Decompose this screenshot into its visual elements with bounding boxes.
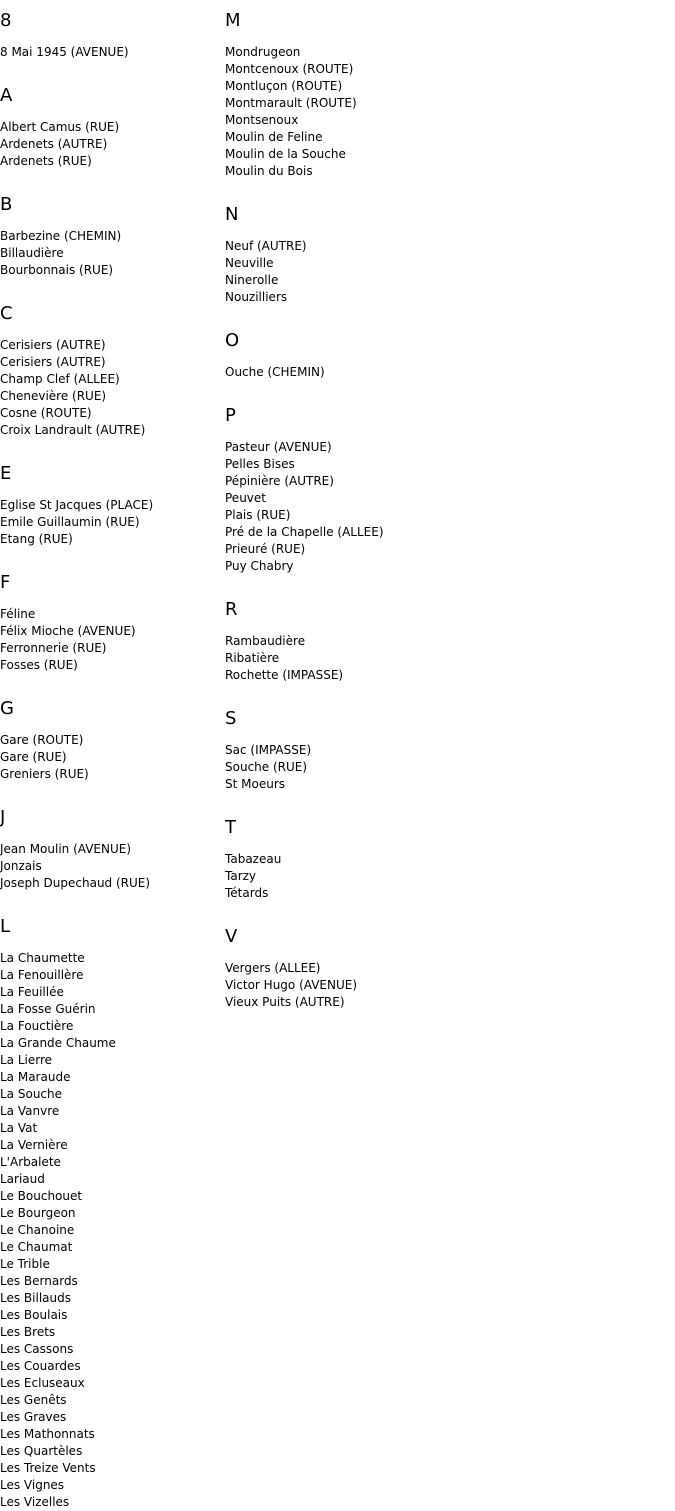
street-item: Ribatière [225, 651, 280, 665]
street-item: L'Arbalete [0, 1155, 61, 1169]
street-item: Vergers (ALLEE) [225, 961, 321, 975]
street-item: Eglise St Jacques (PLACE) [0, 498, 154, 512]
street-item: La Grande Chaume [0, 1036, 116, 1050]
street-item: Montmarault (ROUTE) [225, 96, 357, 110]
letter-group-c [0, 305, 225, 439]
street-item: Les Ecluseaux [0, 1376, 85, 1390]
street-item: Les Treize Vents [0, 1461, 96, 1475]
letter-group-8 [0, 12, 225, 61]
street-item: Cerisiers (AUTRE) [0, 355, 106, 369]
street-item: Les Quartèles [0, 1444, 83, 1458]
letter-heading: E [0, 463, 12, 484]
street-item: Les Billauds [0, 1291, 71, 1305]
street-item: St Moeurs [225, 777, 286, 791]
street-item: Neuville [225, 256, 274, 270]
letter-group-f [0, 574, 225, 674]
letter-group-l [0, 918, 225, 1511]
street-item: Prieuré (RUE) [225, 542, 306, 556]
street-item: Cosne (ROUTE) [0, 406, 92, 420]
street-list [0, 497, 225, 548]
letter-heading: M [225, 10, 241, 31]
letter-heading: O [225, 330, 240, 351]
street-item: Sac (IMPASSE) [225, 743, 312, 757]
street-item: Billaudière [0, 246, 64, 260]
letter-heading: A [0, 85, 13, 106]
letter-group-o [225, 332, 665, 381]
street-list [225, 44, 665, 180]
street-item: Montluçon (ROUTE) [225, 79, 343, 93]
street-item: Champ Clef (ALLEE) [0, 372, 120, 386]
street-item: La Souche [0, 1087, 63, 1101]
street-list [225, 851, 665, 902]
street-item: Lariaud [0, 1172, 45, 1186]
street-item: Moulin de la Souche [225, 147, 346, 161]
street-item: Féline [0, 607, 36, 621]
letter-heading: L [0, 916, 11, 937]
letter-group-s [225, 710, 665, 793]
street-item: Ardenets (AUTRE) [0, 137, 108, 151]
street-list [0, 732, 225, 783]
street-item: Puy Chabry [225, 559, 294, 573]
street-item: Rochette (IMPASSE) [225, 668, 344, 682]
street-list [225, 439, 665, 575]
left-column [0, 0, 225, 1511]
street-list [0, 950, 225, 1511]
street-item: 8 Mai 1945 (AVENUE) [0, 45, 129, 59]
street-item: Pasteur (AVENUE) [225, 440, 332, 454]
street-item: La Lierre [0, 1053, 53, 1067]
letter-heading: S [225, 708, 237, 729]
street-item: Les Vignes [0, 1478, 65, 1492]
letter-heading: T [225, 817, 236, 838]
street-item: Les Boulais [0, 1308, 68, 1322]
letter-heading: V [225, 926, 238, 947]
street-list [0, 337, 225, 439]
street-item: Vieux Puits (AUTRE) [225, 995, 345, 1009]
street-item: Le Chanoine [0, 1223, 75, 1237]
letter-heading: P [225, 405, 236, 426]
street-item: La Vat [0, 1121, 38, 1135]
street-item: Mondrugeon [225, 45, 301, 59]
street-item: Emile Guillaumin (RUE) [0, 515, 140, 529]
letter-heading: R [225, 599, 238, 620]
street-item: Les Bernards [0, 1274, 78, 1288]
letter-group-r [225, 601, 665, 684]
street-item: Pré de la Chapelle (ALLEE) [225, 525, 384, 539]
street-list [225, 633, 665, 684]
street-list [0, 606, 225, 674]
street-item: Rambaudière [225, 634, 306, 648]
street-item: Montsenoux [225, 113, 299, 127]
street-item: Peuvet [225, 491, 266, 505]
street-item: Bourbonnais (RUE) [0, 263, 114, 277]
street-item: Les Graves [0, 1410, 67, 1424]
street-item: Le Bourgeon [0, 1206, 76, 1220]
street-item: Barbezine (CHEMIN) [0, 229, 122, 243]
letter-heading: J [0, 807, 6, 828]
letter-heading: N [225, 204, 239, 225]
street-list [0, 841, 225, 892]
street-item: Joseph Dupechaud (RUE) [0, 876, 151, 890]
street-item: Les Brets [0, 1325, 56, 1339]
street-item: Albert Camus (RUE) [0, 120, 120, 134]
letter-group-t [225, 819, 665, 902]
letter-group-p [225, 407, 665, 575]
street-item: Les Genêts [0, 1393, 67, 1407]
right-column [225, 0, 665, 1011]
street-item: Neuf (AUTRE) [225, 239, 307, 253]
letter-group-j [0, 809, 225, 892]
street-item: Croix Landrault (AUTRE) [0, 423, 146, 437]
street-item: Moulin du Bois [225, 164, 313, 178]
letter-group-a [0, 87, 225, 170]
letter-heading: C [0, 303, 13, 324]
street-item: Chenevière (RUE) [0, 389, 107, 403]
letter-group-g [0, 700, 225, 783]
street-list [225, 364, 665, 381]
street-item: Gare (ROUTE) [0, 733, 84, 747]
street-item: La Vanvre [0, 1104, 60, 1118]
street-item: Moulin de Feline [225, 130, 323, 144]
street-item: Greniers (RUE) [0, 767, 89, 781]
street-item: Souche (RUE) [225, 760, 308, 774]
street-item: Les Vizelles [0, 1495, 70, 1509]
letter-heading: G [0, 698, 14, 719]
street-item: Jean Moulin (AVENUE) [0, 842, 132, 856]
street-item: La Fouctière [0, 1019, 74, 1033]
street-item: La Chaumette [0, 951, 85, 965]
street-list [0, 44, 225, 61]
street-item: La Feuillée [0, 985, 64, 999]
street-item: Tétards [225, 886, 269, 900]
letter-group-m [225, 12, 665, 180]
street-list [0, 119, 225, 170]
street-item: Montcenoux (ROUTE) [225, 62, 354, 76]
street-item: La Fenouillère [0, 968, 84, 982]
street-item: Félix Mioche (AVENUE) [0, 624, 136, 638]
street-item: La Fosse Guérin [0, 1002, 96, 1016]
street-item: Nouzilliers [225, 290, 288, 304]
street-item: Les Mathonnats [0, 1427, 95, 1441]
street-item: Tabazeau [225, 852, 282, 866]
street-list [0, 228, 225, 279]
street-list [225, 742, 665, 793]
street-item: Ardenets (RUE) [0, 154, 92, 168]
street-item: Etang (RUE) [0, 532, 73, 546]
street-item: Plais (RUE) [225, 508, 291, 522]
letter-group-b [0, 196, 225, 279]
street-list [225, 238, 665, 306]
letter-group-e [0, 465, 225, 548]
street-item: Le Chaumat [0, 1240, 73, 1254]
street-item: Pelles Bises [225, 457, 295, 471]
street-item: Ouche (CHEMIN) [225, 365, 325, 379]
street-item: Gare (RUE) [0, 750, 67, 764]
street-item: Pépinière (AUTRE) [225, 474, 334, 488]
street-item: Les Cassons [0, 1342, 74, 1356]
street-item: Tarzy [225, 869, 257, 883]
street-item: Fosses (RUE) [0, 658, 78, 672]
street-item: Le Bouchouet [0, 1189, 83, 1203]
street-item: La Maraude [0, 1070, 71, 1084]
letter-heading: F [0, 572, 11, 593]
street-item: Ninerolle [225, 273, 279, 287]
letter-group-v [225, 928, 665, 1011]
street-item: Ferronnerie (RUE) [0, 641, 107, 655]
street-list [225, 960, 665, 1011]
street-item: Les Couardes [0, 1359, 81, 1373]
street-item: Jonzais [0, 859, 42, 873]
street-item: La Vernière [0, 1138, 68, 1152]
letter-heading: 8 [0, 10, 12, 31]
letter-group-n [225, 206, 665, 306]
letter-heading: B [0, 194, 13, 215]
street-item: Cerisiers (AUTRE) [0, 338, 106, 352]
street-item: Le Trible [0, 1257, 50, 1271]
street-item: Victor Hugo (AVENUE) [225, 978, 358, 992]
